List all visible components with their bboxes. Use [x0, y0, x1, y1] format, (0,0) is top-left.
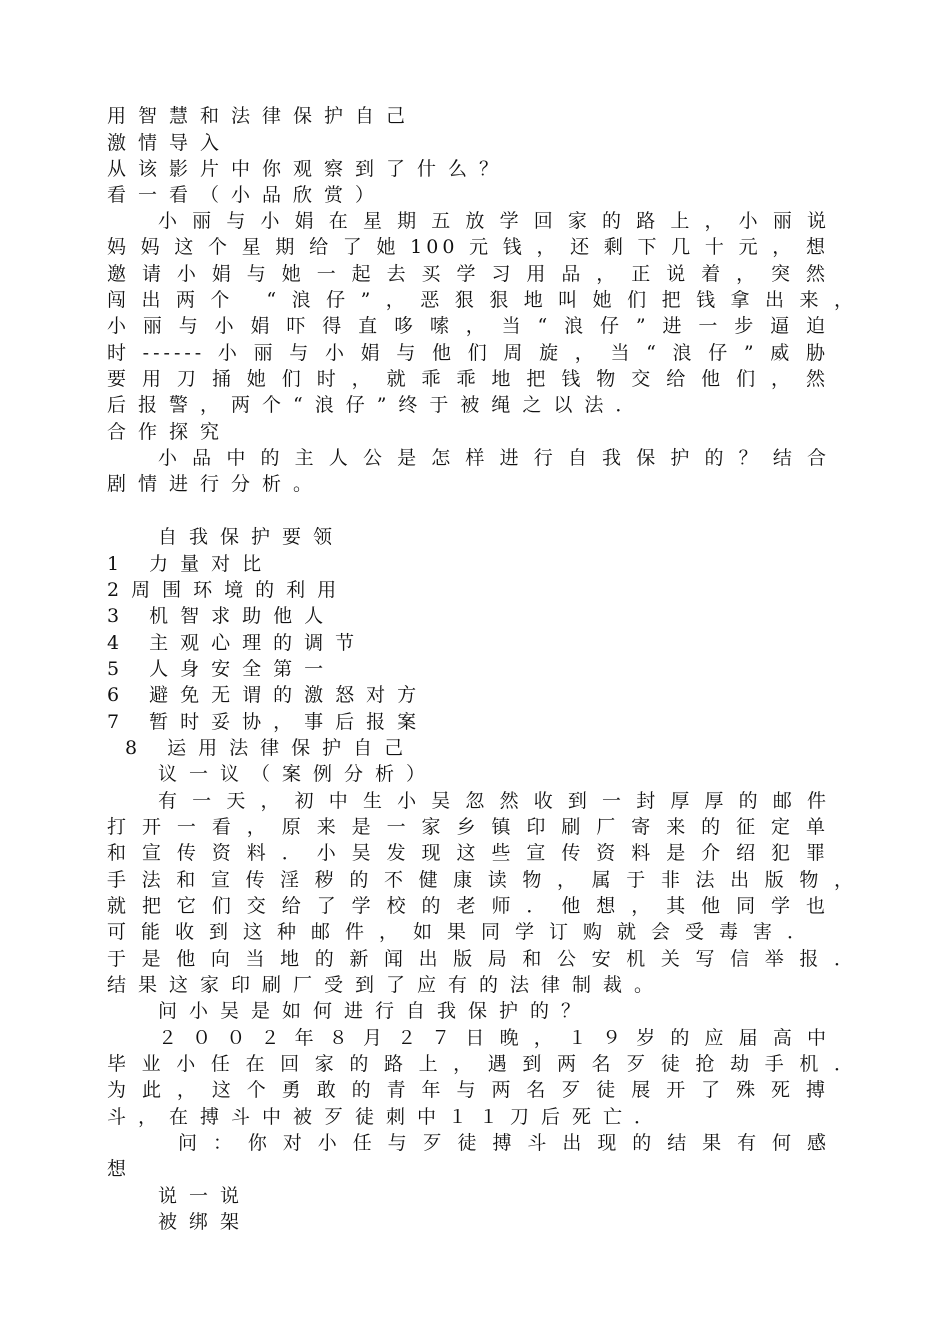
skit-line: 小丽与小娟在星期五放学回家的路上，小丽说 [158, 210, 830, 232]
case-line: 就把它们交给了学校的老师．他想，其他同学也 [107, 895, 829, 917]
essential-item: 8 运用法律保护自己 [107, 737, 416, 759]
skit-line: 小丽与小娟吓得直哆嗦，当“浪仔”进一步逼迫 [107, 315, 829, 337]
essential-item: 6 避免无谓的激怒对方 [107, 684, 429, 706]
skit-line: 后报警，两个“浪仔”终于被绳之以法． [107, 394, 647, 416]
story-question: 问：你对小任与歹徒搏斗出现的结果有何感 [178, 1132, 830, 1154]
coop-heading: 合作探究 [107, 421, 232, 443]
coop-line: 剧情进行分析。 [107, 473, 325, 495]
case-line: 手法和宣传淫秽的不健康读物，属于非法出版物， [107, 869, 857, 891]
story-line: 为此，这个勇敢的青年与两名歹徒展开了殊死搏 [107, 1079, 829, 1101]
essential-item: 1 力量对比 [107, 553, 274, 575]
case-heading: 议一议（案例分析） [158, 763, 438, 785]
skit-line: 邀请小娟与她一起去买学习用品，正说着，突然 [107, 263, 829, 285]
essential-item: 2周围环境的利用 [107, 579, 349, 601]
skit-line: 闯出两个 “浪仔”，恶狠狠地叫她们把钱拿出来， [107, 289, 857, 311]
document-title: 用智慧和法律保护自己 [107, 105, 418, 127]
say-heading: 说一说 [158, 1185, 252, 1207]
case-line: 有一天，初中生小吴忽然收到一封厚厚的邮件 [158, 790, 830, 812]
essential-item: 5 人身安全第一 [107, 658, 336, 680]
story-line: 斗，在搏斗中被歹徒刺中１１刀后死亡． [107, 1106, 666, 1128]
case-line: 可能收到这种邮件，如果同学订购就会受毒害． [107, 921, 822, 943]
case-line: 打开一看，原来是一家乡镇印刷厂寄来的征定单 [107, 816, 829, 838]
skit-heading: 看一看（小品欣赏） [107, 184, 387, 206]
case-question: 问小吴是如何进行自我保护的？ [158, 1000, 593, 1022]
skit-line: 妈妈这个星期给了她100元钱，还剩下几十元，想 [107, 236, 829, 258]
case-line: 结果这家印刷厂受到了应有的法律制裁。 [107, 974, 666, 996]
story-line: ２００２年８月２７日晚，１９岁的应届高中 [158, 1027, 830, 1049]
skit-line: 要用刀捅她们时，就乖乖地把钱物交给他们，然 [107, 368, 829, 390]
intro-heading: 激情导入 [107, 132, 232, 154]
story-line: 毕业小任在回家的路上，遇到两名歹徒抢劫手机． [107, 1053, 857, 1075]
essential-item: 4 主观心理的调节 [107, 632, 367, 654]
case-line: 于是他向当地的新闻出版局和公安机关写信举报． [107, 948, 857, 970]
kidnap-heading: 被绑架 [158, 1211, 252, 1233]
coop-line: 小品中的主人公是怎样进行自我保护的？结合 [158, 447, 830, 469]
essential-item: 7 暂时妥协，事后报案 [107, 711, 429, 733]
story-question-continued: 想 [107, 1158, 139, 1180]
intro-question: 从该影片中你观察到了什么？ [107, 158, 511, 180]
essential-item: 3 机智求助他人 [107, 605, 336, 627]
essentials-heading: 自我保护要领 [158, 526, 345, 548]
skit-line: 时------小丽与小娟与他们周旋，当“浪仔”威胁 [107, 342, 829, 364]
case-line: 和宣传资料．小吴发现这些宣传资料是介绍犯罪 [107, 842, 829, 864]
